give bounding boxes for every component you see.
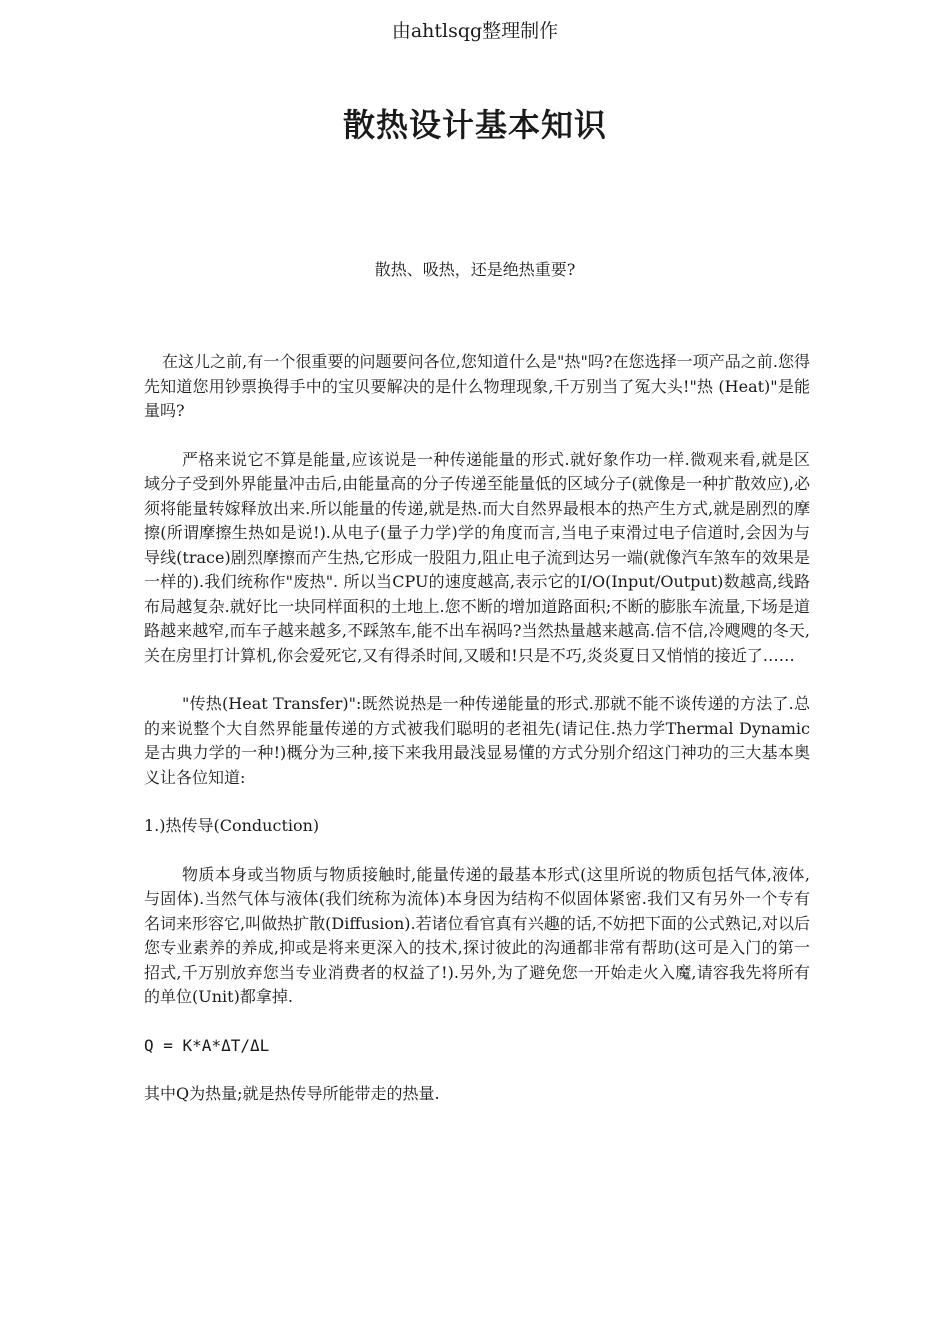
formula: Q = K*A*ΔT/ΔL xyxy=(144,1035,270,1055)
paragraph-heat-definition: 严格来说它不算是能量,应该说是一种传递能量的形式.就好象作功一样.微观来看,就是区域分子受到外界能量冲击后,由能量高的分子传递至能量低的区域分子(就像是一种扩散效应),必须将能量转嫁释放出来.所以能量的传递,就是热.而大自然界最根本的热产生方式,就是剧烈的摩擦(所谓摩擦生热如是说!).从电子(量子力学)学的角度而言,当电子束滑过电子信道时,会因为与导线(trace)剧烈摩擦而产生热,它形成一股阻力,阻止电子流到达另一端(就像汽车煞车的效果是一样的).我们统称作"废热". 所以当CPU的速度越高,表示它的I/O(Input/Output)数越高,线路布局越复杂.就好比一块同样面积的土地上.您不断的增加道路面积;不断的膨胀车流量,下场是道路越来越窄,而车子越来越多,不踩煞车,能不出车祸吗?当然热量越来越高.信不信,冷飕飕的冬天,关在房里打计算机,你会爱死它,又有得杀时间,又暖和!只是不巧,炎炎夏日又悄悄的接近了…… xyxy=(144,449,810,665)
document-subtitle: 散热、吸热，还是绝热重要? xyxy=(374,260,576,279)
paragraph-heat-transfer: "传热(Heat Transfer)":既然说热是一种传递能量的形式.那就不能不谈传递的方法了.总的来说整个大自然界能量传递的方式被我们聪明的老祖先(请记住.热力学Thermal Dynamic是古典力学的一种!)概分为三种,接下来我用最浅显易懂的方式分别介绍这门神功的三大基本奥义让各位知道: xyxy=(144,694,810,787)
paragraph-formula-explanation: 其中Q为热量;就是热传导所能带走的热量. xyxy=(144,1084,440,1103)
document-body xyxy=(144,350,810,1131)
section-heading-conduction: 1.)热传导(Conduction) xyxy=(144,816,320,835)
document-title: 散热设计基本知识 xyxy=(342,106,607,144)
paragraph-intro: 在这儿之前,有一个很重要的问题要问各位,您知道什么是"热"吗?在您选择一项产品之前.您得先知道您用钞票换得手中的宝贝要解决的是什么物理现象,千万别当了冤大头!"热 (Heat)"是能量吗? xyxy=(144,352,810,420)
page-header: 由ahtlsqg整理制作 xyxy=(391,20,559,42)
paragraph-conduction: 物质本身或当物质与物质接触时,能量传递的最基本形式(这里所说的物质包括气体,液体,与固体).当然气体与液体(我们统称为流体)本身因为结构不似固体紧密.我们又有另外一个专有名词来形容它,叫做热扩散(Diffusion).若诸位看官真有兴趣的话,不妨把下面的公式熟记,对以后您专业素养的养成,抑或是将来更深入的技术,探讨彼此的沟通都非常有帮助(这可是入门的第一招式,千万别放弃您当专业消费者的权益了!).另外,为了避免您一开始走火入魔,请容我先将所有的单位(Unit)都拿掉. xyxy=(144,864,810,1006)
